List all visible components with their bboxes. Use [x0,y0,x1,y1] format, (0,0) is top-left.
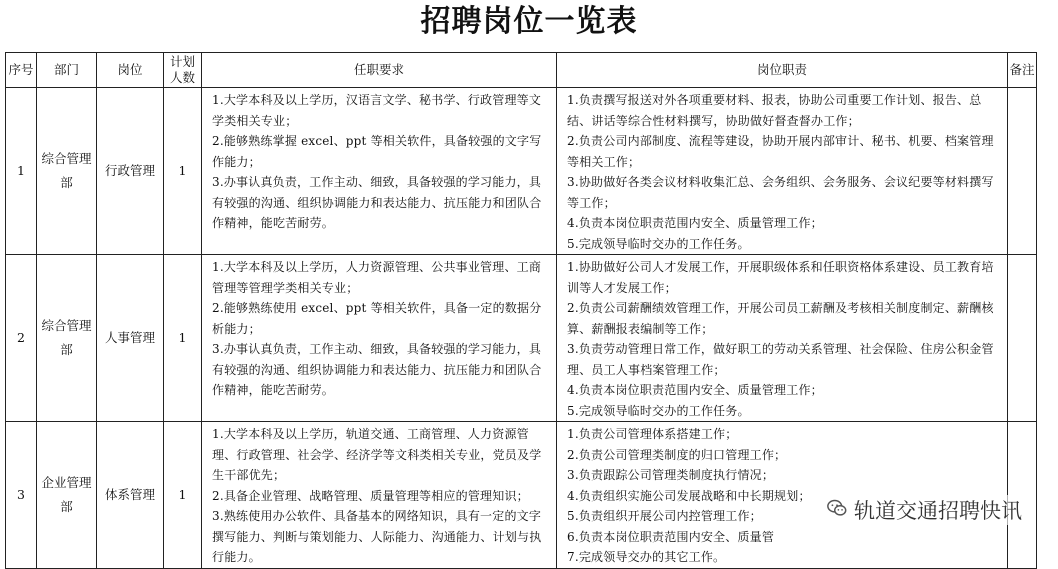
row-note [1008,88,1037,255]
wechat-icon [826,497,854,524]
row-dept: 企业管理部 [37,422,97,569]
row-plan: 1 [164,255,202,422]
watermark-text: 轨道交通招聘快讯 [854,499,1022,523]
row-note [1008,255,1037,422]
requirement-item: 2.具备企业管理、战略管理、质量管理等相应的管理知识； [212,488,529,503]
row-no: 1 [6,88,37,255]
row-no: 2 [6,255,37,422]
row-dept: 综合管理部 [37,88,97,255]
requirement-item: 3.办事认真负责，工作主动、细致，具备较强的学习能力，具有较强的沟通、组织协调能力和表达能力、抗压能力和团队合作精神，能吃苦耐劳。 [212,175,542,230]
row-dept: 综合管理部 [37,255,97,422]
duty-item: 2.负责公司内部制度、流程等建设，协助开展内部审计、秘书、机要、档案管理等相关工作； [567,134,994,169]
requirement-item: 1.大学本科及以上学历，轨道交通、工商管理、人力资源管理、行政管理、社会学、经济学等文科类相关专业，党员及学生干部优先； [212,427,542,482]
row-no: 3 [6,422,37,569]
duty-item: 5.完成领导临时交办的工作任务。 [567,236,750,251]
header-row [6,53,1037,88]
requirement-item: 1.大学本科及以上学历，人力资源管理、公共事业管理、工商管理等管理学类相关专业； [212,260,542,295]
duty-item: 3.负责跟踪公司管理类制度执行情况； [567,468,775,482]
row-requirements [202,422,557,569]
header-note: 备注 [1008,53,1037,88]
table-row [6,88,1037,255]
duty-item: 5.负责组织开展公司内控管理工作； [567,509,762,523]
requirement-item: 2.能够熟练掌握 excel、ppt 等相关软件，具备较强的文字写作能力； [212,134,542,169]
header-dept: 部门 [37,53,97,88]
requirement-item: 1.大学本科及以上学历，汉语言文学、秘书学、行政管理等文学类相关专业； [212,93,542,128]
duty-item: 4.负责组织实施公司发展战略和中长期规划； [567,488,811,503]
duty-item: 6.负责本岗位职责范围内安全、质量管 [567,529,775,544]
header-plan: 计划人数 [164,53,202,88]
row-plan: 1 [164,422,202,569]
duty-item: 4.负责本岗位职责范围内安全、质量管理工作； [567,383,823,397]
requirement-item: 2.能够熟练使用 excel、ppt 等相关软件，具备一定的数据分析能力； [212,301,542,336]
row-duties [557,88,1008,255]
duty-item: 1.协助做好公司人才发展工作，开展职级体系和任职资格体系建设、员工教育培训等人才发展工作； [567,260,994,295]
row-requirements [202,255,557,422]
row-plan: 1 [164,88,202,255]
recruitment-table [5,52,1037,569]
row-post: 人事管理 [97,255,164,422]
duty-item: 7.完成领导交办的其它工作。 [567,550,726,564]
duty-item: 2.负责公司薪酬绩效管理工作，开展公司员工薪酬及考核相关制度制定、薪酬核算、薪酬报表编制等工作； [567,301,994,336]
duty-item: 2.负责公司管理类制度的归口管理工作； [567,447,787,462]
page-title: 招聘岗位一览表 [420,4,638,39]
requirement-item: 3.办事认真负责，工作主动、细致，具备较强的学习能力，具有较强的沟通、组织协调能力和表达能力、抗压能力和团队合作精神，能吃苦耐劳。 [212,342,542,397]
duty-item: 5.完成领导临时交办的工作任务。 [567,403,750,418]
row-requirements [202,88,557,255]
row-duties [557,255,1008,422]
watermark [824,495,1024,525]
row-post: 行政管理 [97,88,164,255]
duty-item: 1.负责撰写报送对外各项重要材料、报表，协助公司重要工作计划、报告、总结、讲话等综合性材料撰写，协助做好督查督办工作； [567,93,982,128]
requirement-item: 3.熟练使用办公软件、具备基本的网络知识，具有一定的文字撰写能力、判断与策划能力、人际能力、沟通能力、计划与执行能力。 [212,509,542,564]
duty-item: 4.负责本岗位职责范围内安全、质量管理工作； [567,216,823,230]
header-post: 岗位 [97,53,164,88]
duty-item: 3.协助做好各类会议材料收集汇总、会务组织、会务服务、会议纪要等材料撰写等工作； [567,175,994,210]
duty-item: 3.负责劳动管理日常工作，做好职工的劳动关系管理、社会保险、住房公积金管理、员工人事档案管理工作； [567,342,994,377]
header-duties: 岗位职责 [557,53,1008,88]
header-no: 序号 [6,53,37,88]
row-post: 体系管理 [97,422,164,569]
duty-item: 1.负责公司管理体系搭建工作； [567,427,738,441]
header-requirements: 任职要求 [202,53,557,88]
table-row [6,255,1037,422]
